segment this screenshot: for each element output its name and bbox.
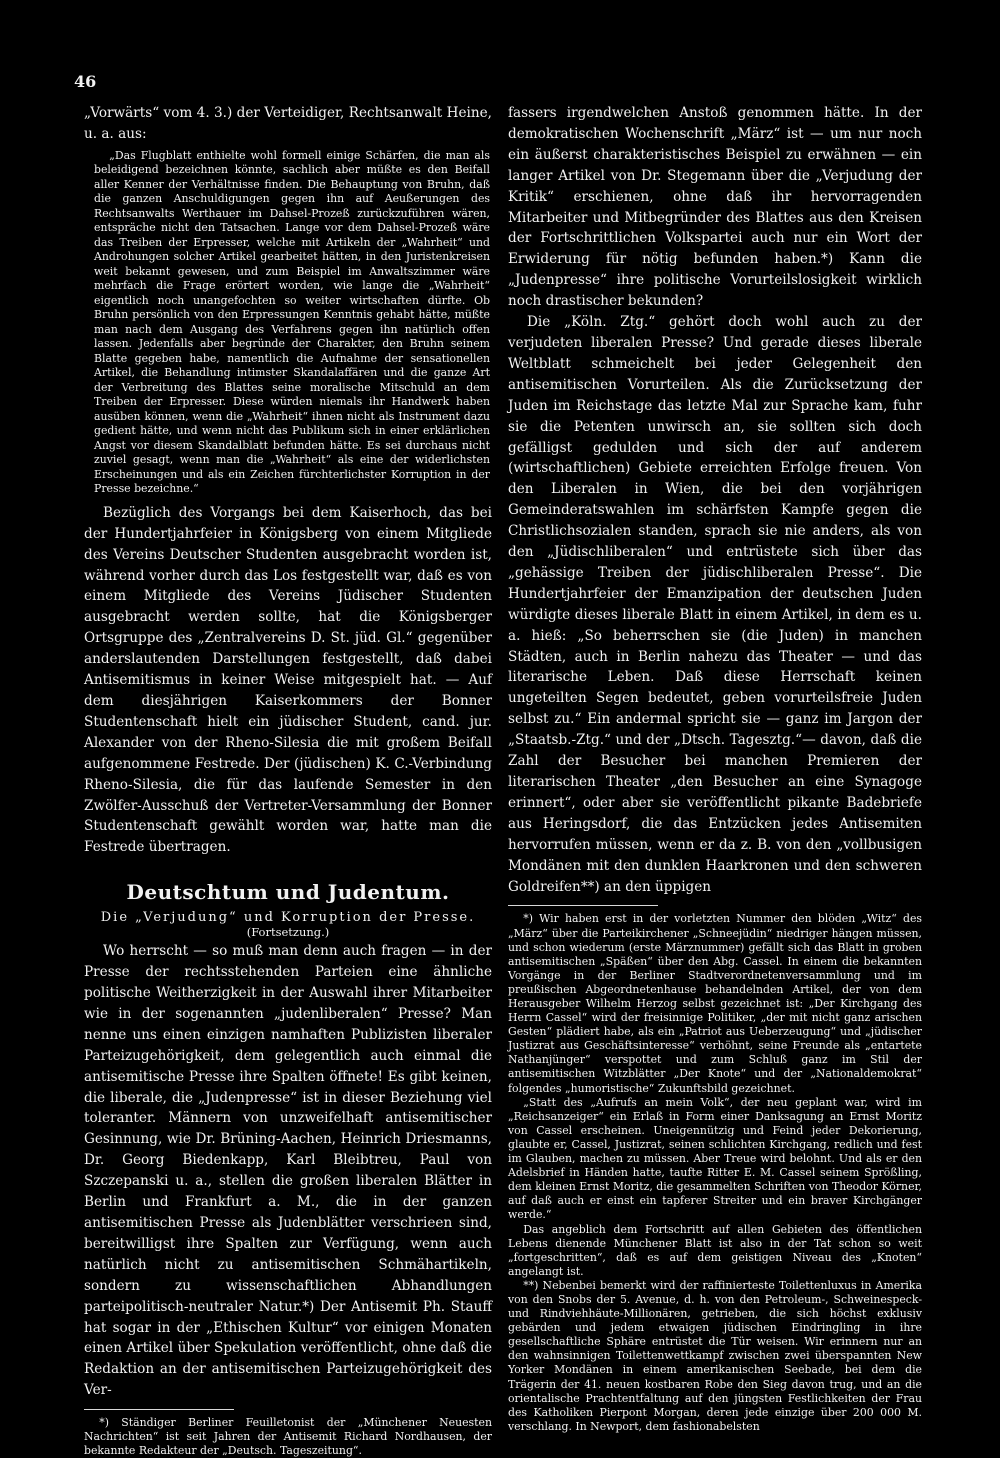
right-column	[508, 103, 922, 1434]
fassers-paragraph: fassers irgendwelchen Anstoß genommen hätte. In der demokratischen Wochenschrift „März“ ist — um nur noch ein äußerst charakteristisches Beispiel zu erwähnen — ein langer Artikel von Dr. Stegemann über die „Verjudung der Kritik“ erschienen, ohne daß ihr hervorragenden Mitarbeiter und Mitbegründer des Blattes aus den Kreisen der Fortschrittlichen Volkspartei auch nur ein Wort der Erwiderung für nötig befunden haben.*) Kann die „Judenpresse“ ihre politische Vorurteilslosigkeit wirklich noch drastischer bekunden?	[508, 105, 922, 310]
footnote-1a: *) Wir haben erst in der vorletzten Nummer den blöden „Witz“ des „März“ über die Parteikirchener „Schneejüdin“ niedriger hängen müssen, und schon wiederum (erste Märznummer) gefällt sich das Blatt in groben antisemitischen „Späßen“ über den Abg. Cassel. In einem die bekannten Vorgänge in der Berliner Stadtverordnetenversammlung und im preußischen Abgeordnetenhause behandelnden Artikel, der von dem Herausgeber Wilhelm Herzog selbst gezeichnet ist: „Der Kirchgang des Herrn Cassel“ wird der freisinnige Politiker, „der mit nicht ganz arischen Gesten“ plädiert habe, als ein „Patriot aus Ueberzeugung“ und „jüdischer Justizrat aus Geschäftsinteresse“ verhöhnt, seine Freunde als „entartete Nathanjünger“ verspottet und zum Schluß ganz im Stil der antisemitischen Witzblätter „Der Knote“ und der „Nationaldemokrat“ folgendes „humoristische“ Zukunftsbild gezeichnet.	[508, 912, 922, 1095]
herrscht-paragraph: Wo herrscht — so muß man denn auch fragen — in der Presse der rechtsstehenden Parteien eine ähnliche politische Weitherzigkeit in der Auswahl ihrer Mitarbeiter wie in der sogenannten „judenliberalen“ Presse? Man nenne uns einen einzigen namhaften Publizisten liberaler Parteizugehörigkeit, dem gelegentlich auch einmal die antisemitische Presse ihre Spalten öffnete! Es gibt keinen, die liberale, die „Judenpresse“ ist in dieser Beziehung viel toleranter. Männern von unzweifelhaft antisemitischer Gesinnung, wie Dr. Brüning-Aachen, Heinrich Driesmanns, Dr. Georg Biedenkapp, Karl Bleibtreu, Paul von Szczepanski u. a., stellen die großen liberalen Blätter in Berlin und Frankfurt a. M., die in der ganzen antisemitischen Presse als Judenblätter verschrieen sind, bereitwilligst ihre Spalten zur Verfügung, wenn auch natürlich nicht zu antisemitischen Schmähartikeln, sondern zu wissenschaftlichen Abhandlungen parteipolitisch-neutraler Natur.*) Der Antisemit Ph. Stauff hat sogar in der „Ethischen Kultur“ vor einigen Monaten einen Artikel über Spekulation veröffentlicht, ohne daß die Redaktion an der antisemitischen Parteizugehörigkeit des Ver-	[84, 943, 492, 1399]
court-quote: „Das Flugblatt enthielte wohl formell einige Schärfen, die man als beleidigend bezeichnen könnte, sachlich aber müßte es den Beifall aller Kenner der Verhältnisse finden. Die Behauptung von Bruhn, daß die ganzen Anschuldigungen gegen ihn auf Aeußerungen des Rechtsanwalts Werthauer im Dahsel-Prozeß zurückzuführen wären, entspräche nicht den Tatsachen. Lange vor dem Dahsel-Prozeß wäre das Treiben der Erpresser, welche mit Artikeln der „Wahrheit“ und Androhungen solcher Artikel gearbeitet hätten, in den Juristenkreisen weit bekannt gewesen, und zum Beispiel im Anwaltszimmer wäre mehrfach die Frage erörtert worden, wie lange die „Wahrheit“ eigentlich noch unangefochten so weiter wirtschaften dürfte. Ob Bruhn persönlich von den Erpressungen Kenntnis gehabt hätte, müßte man nach dem Ausgang des Verfahrens gegen ihn natürlich offen lassen. Jedenfalls aber begründe der Charakter, den Bruhn seinem Blatte gegeben habe, namentlich die Aufnahme der sensationellen Artikel, die Behandlung intimster Skandalaffären und die ganze Art der Verbreitung des Blattes seine moralische Mitschuld an dem Treiben der Erpresser. Diese würden niemals ihr Handwerk haben ausüben können, wenn die „Wahrheit“ ihnen nicht als Instrument dazu gedient hätte, und wenn nicht das Publikum sich in einer erklärlichen Angst vor diesem Skandalblatt befunden hätte. Es sei durchaus nicht zuviel gesagt, wenn man die „Wahrheit“ als eine der widerlichsten Erscheinungen und als ein Zeichen fürchterlichster Korruption in der Presse bezeichne.“	[94, 148, 490, 496]
page-number: 46	[74, 72, 97, 91]
article-subheading: Die „Verjudung“ und Korruption der Presse.	[100, 910, 476, 926]
footnote-divider	[84, 1409, 234, 1410]
koeln-paragraph: Die „Köln. Ztg.“ gehört doch wohl auch zu der verjudeten liberalen Presse? Und gerade dieses liberale Weltblatt schmeichelt bei jeder Gelegenheit den antisemitischen Vorurteilen. Als die Zurücksetzung der Juden im Reichstage das letzte Mal zur Sprache kam, fuhr sie die Petenten unwirsch an, sie sollten sich doch gefälligst gedulden und sich der auf anderem (wirtschaftlichen) Gebiete erreichten Erfolge freuen. Von den Liberalen in Wien, die bei den vorjährigen Gemeinderatswahlen im schärfsten Kampfe gegen die Christlichsozialen standen, sprach sie nie anders, als von den „Jüdischliberalen“ und entrüstete sich über das „gehässige Treiben der jüdischliberalen Presse“. Die Hundertjahrfeier der Emanzipation der deutschen Juden würdigte dieses liberale Blatt in einem Artikel, in dem es u. a. hieß: „So beherrschen sie (die Juden) in manchen Städten, auch in Berlin nahezu das Theater — und das literarische Leben. Daß diese Herrschaft keinen ungeteilten Segen bedeutet, geben vorurteilsfreie Juden selbst zu.“ Ein andermal spricht sie — ganz im Jargon der „Staatsb.-Ztg.“ und der „Dtsch. Tagesztg.“— davon, daß die Zahl der Besucher bei manchen Premieren der literarischen Theater „den Besucher an eine Synagoge erinnert“, oder aber sie veröffentlicht pikante Badebriefe aus Heringsdorf, die das Entzücken jedes Antisemiten hervorrufen müssen, wenn er da z. B. von den „vollbusigen Mondänen mit den dunklen Haarkronen und den schweren Goldreifen**) an den üppigen	[508, 314, 922, 895]
article-heading: Deutschtum und Judentum.	[126, 880, 450, 905]
footnote-divider	[508, 905, 658, 906]
intro-paragraph: „Vorwärts“ vom 4. 3.) der Verteidiger, Rechtsanwalt Heine, u. a. aus:	[84, 105, 492, 142]
left-column	[84, 103, 492, 1458]
footnote-left: *) Ständiger Berliner Feuilletonist der „Münchener Neuesten Nachrichten“ ist seit Jahren der Antisemit Richard Nordhausen, der bekannte Redakteur der „Deutsch. Tageszeitung“.	[84, 1416, 492, 1458]
footnote-2: **) Nebenbei bemerkt wird der raffinierteste Toilettenluxus in Amerika von den Snobs der 5. Avenue, d. h. von den Petroleum-, Schweinespeck- und Rindviehhäute-Millionären, getrieben, die sich höchst exklusiv gebärden und jedem etwaigen jüdischen Eindringling in ihre gesellschaftliche Sphäre entrüstet die Tür weisen. Wir erinnern nur an den wahnsinnigen Toilettenwettkampf zwischen zwei überspannten New Yorker Mondänen in einem amerikanischen Seebade, bei dem die Trägerin der 41. neuen kostbaren Robe den Sieg davon trug, und an die orientalische Prachtentfaltung auf den jüngsten Festlichkeiten der Frau des Katholiken Pierpont Morgan, deren jede einzige über 200 000 M. verschlang. In Newport, dem fashionabelsten	[508, 1278, 922, 1433]
continuation-label: (Fortsetzung.)	[246, 925, 330, 940]
footnote-1b: „Statt des „Aufrufs an mein Volk“, der neu geplant war, wird im „Reichsanzeiger“ ein Erlaß in Form einer Danksagung an Ernst Moritz von Cassel erscheinen. Uneigennützig und Feind jeder Dekorierung, glaubte er, Cassel, Justizrat, seinen schlichten Kirchgang, redlich und fest im Glauben, machen zu müssen. Aber Treue wird belohnt. Und als er den Adelsbrief in Händen hatte, taufte Ritter E. M. Cassel seinem Sprößling, dem kleinen Ernst Moritz, die gesammelten Schriften von Theodor Körner, auf daß auch er einst ein tapferer Streiter und ein braver Kirchgänger werde.“	[508, 1095, 922, 1222]
footnote-1c: Das angeblich dem Fortschritt auf allen Gebieten des öffentlichen Lebens dienende Münchener Blatt ist also in der Tat schon so weit „fortgeschritten“, daß es auf dem geistigen Niveau des „Knoten“ angelangt ist.	[508, 1222, 922, 1278]
kaiserhoch-paragraph: Bezüglich des Vorgangs bei dem Kaiserhoch, das bei der Hundertjahrfeier in Königsberg von einem Mitgliede des Vereins Deutscher Studenten ausgebracht worden ist, während vorher durch das Los festgestellt war, daß es von einem Mitgliede des Vereins Jüdischer Studenten ausgebracht werden sollte, hat die Königsberger Ortsgruppe des „Zentralvereins D. St. jüd. Gl.“ gegenüber anderslautenden Darstellungen festgestellt, daß dabei Antisemitismus in keiner Weise mitgespielt hat. — Auf dem diesjährigen Kaiserkommers der Bonner Studentenschaft hielt ein jüdischer Student, cand. jur. Alexander von der Rheno-Silesia die mit großem Beifall aufgenommene Festrede. Der (jüdischen) K. C.-Verbindung Rheno-Silesia, die für das laufende Semester in den Zwölfer-Ausschuß der Vertreter-Versammlung der Bonner Studentenschaft gewählt worden war, hatte man die Festrede übertragen.	[84, 504, 492, 856]
